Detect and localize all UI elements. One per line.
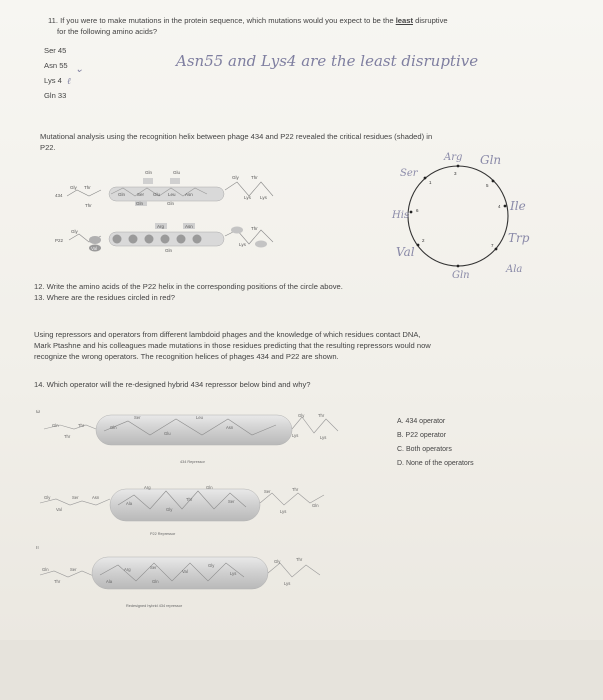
amino-item-asn55: Asn 55 <box>44 61 68 70</box>
row2-res-7: Lys <box>239 242 246 247</box>
row2-shade-circle-6 <box>161 235 170 244</box>
h3-res-10: Gly <box>208 563 215 568</box>
h2-res-9: Gln <box>206 485 213 490</box>
row1-res-6: Glu <box>153 192 161 197</box>
row2-shade-circle-9 <box>231 227 243 234</box>
repressor-helices-figure <box>30 405 370 625</box>
option-d[interactable]: D. None of the operators <box>397 460 474 467</box>
amino-item-gln33: Gln 33 <box>44 91 67 100</box>
h1-res-3: Thr <box>64 434 71 439</box>
h2-res-8: Thr <box>186 497 193 502</box>
h1-res-1: Gln <box>52 423 59 428</box>
question-12: 12. Write the amino acids of the P22 helix in the corresponding positions of the circle above. <box>34 282 343 291</box>
wheel-point-9 <box>457 265 460 268</box>
h2-res-12: Thr <box>292 487 299 492</box>
wheel-hand-ala: Ala <box>506 264 523 275</box>
row1-res-top-1: Gln <box>145 170 153 175</box>
h2-res-7: Gly <box>166 507 173 512</box>
row1-zigzag-right <box>225 182 273 196</box>
h2-res-6: Arg <box>144 485 151 490</box>
wheel-point-3 <box>457 165 460 168</box>
wheel-num-7: 7 <box>491 243 494 248</box>
question-14: 14. Which operator will the re-designed hybrid 434 repressor below bind and why? <box>34 380 311 389</box>
question-11-line2: for the following amino acids? <box>57 27 158 36</box>
h2-res-5: Ala <box>126 501 133 506</box>
h1-marker: ω <box>36 409 40 415</box>
h3-zigzag-right <box>268 563 320 577</box>
wheel-point-5 <box>492 180 495 183</box>
question-11-emphasis: least <box>395 16 413 25</box>
h1-zigzag-right <box>292 417 338 433</box>
wheel-hand-gln-top: Gln <box>480 153 502 167</box>
repressor-helices-drawing <box>30 405 370 625</box>
helix-comparison-figure <box>55 160 285 260</box>
row1-res-14: Lys <box>260 195 267 200</box>
h1-res-2: Thr <box>78 423 85 428</box>
row-label-p22: P22 <box>55 238 64 243</box>
h1-res-4: Gln <box>110 425 117 430</box>
h3-res-6: Arg <box>124 567 131 572</box>
row2-shade-circle-5 <box>145 235 154 244</box>
row2-shade-circle-10 <box>255 241 267 248</box>
h1-res-7: Leu <box>196 415 203 420</box>
row2-shade-circle-3 <box>113 235 122 244</box>
row2-res-3: Asn <box>185 224 193 229</box>
row1-res-4: Gln <box>118 192 126 197</box>
row1-res-5: Ser <box>137 192 145 197</box>
h2-res-4: Asn <box>92 495 100 500</box>
wheel-num-2: 1 <box>429 180 432 185</box>
wheel-point-1 <box>424 177 427 180</box>
question-11-text: 11. If you were to make mutations in the protein sequence, which mutations would you expect to be the <box>48 16 396 25</box>
h1-caption: 434 Repressor <box>180 460 205 464</box>
wheel-point-6 <box>410 211 413 214</box>
row2-shade-circle-2 <box>89 236 101 244</box>
row1-res-top-2: Glu <box>173 170 181 175</box>
h2-res-1: Gly <box>44 495 51 500</box>
row-label-434: 434 <box>55 193 63 198</box>
intro-line-1: Mutational analysis using the recognition helix between phage 434 and P22 revealed the critical residues (shaded) in <box>40 132 433 141</box>
h3-res-9: Val <box>182 569 188 574</box>
row1-res-2: Thr <box>84 185 91 190</box>
helix-comparison-drawing <box>55 160 285 260</box>
h1-res-11: Lys <box>292 433 299 438</box>
question-13: 13. Where are the residues circled in red? <box>34 293 175 302</box>
row1-res-1: Gly <box>70 185 77 190</box>
wheel-num-5: 4 <box>498 204 501 209</box>
handwritten-answer-11: Asn55 and Lys4 are the least disruptive <box>176 52 479 70</box>
h3-marker: ıı <box>36 545 39 551</box>
wheel-num-1: 3 <box>454 171 457 176</box>
row1-res-12: Thr <box>251 175 258 180</box>
wheel-hand-arg: Arg <box>444 152 463 163</box>
h3-caption: Redesigned hybrid 434 repressor <box>126 604 183 608</box>
row1-shade-1 <box>143 178 153 184</box>
row1-res-8: Asn <box>185 192 193 197</box>
handwritten-scribble-2: ℓ <box>67 77 71 87</box>
row2-shade-circle-8 <box>193 235 202 244</box>
wheel-hand-his: His <box>392 210 410 221</box>
h1-res-8: Asn <box>226 425 234 430</box>
h3-res-12: Gly <box>274 559 281 564</box>
wheel-hand-trp: Trp <box>508 231 530 245</box>
row1-zigzag-left <box>67 190 101 196</box>
paragraph-line-2: Mark Ptashne and his colleagues made mutations in those residues predicting that the resulting repressors would now <box>34 341 431 350</box>
intro-line-2: P22. <box>40 143 56 152</box>
h3-res-3: Ser <box>70 567 77 572</box>
row2-res-1: Gly <box>71 229 78 234</box>
row1-res-7: Leu <box>168 192 176 197</box>
row1-res-9: Gln <box>136 201 144 206</box>
h1-res-5: Ser <box>134 415 141 420</box>
paragraph-line-1: Using repressors and operators from different lambdoid phages and the knowledge of which residues contact DNA, <box>34 330 421 339</box>
row1-res-3: Thr <box>85 203 92 208</box>
wheel-num-3: 5 <box>486 183 489 188</box>
option-a[interactable]: A. 434 operator <box>397 418 446 425</box>
paragraph-line-3: recognize the wrong operators. The recognition helices of phages 434 and P22 are shown. <box>34 352 339 361</box>
h3-res-1: Gln <box>42 567 49 572</box>
wheel-hand-ile: Ile <box>510 199 526 213</box>
h3-res-11: Lys <box>230 571 237 576</box>
row1-res-11: Gly <box>232 175 239 180</box>
h1-res-6: Glu <box>164 431 171 436</box>
h2-res-13: Lys <box>280 509 287 514</box>
helical-wheel-figure <box>378 150 548 280</box>
page-footer-strip <box>0 640 603 700</box>
question-11-text-end: disruptive <box>413 16 448 25</box>
row1-res-10: Gln <box>167 201 175 206</box>
wheel-point-2 <box>417 244 420 247</box>
wheel-hand-gln-bottom: Gln <box>452 270 470 280</box>
h2-res-10: Ser <box>228 499 235 504</box>
h3-res-2: Thr <box>54 579 61 584</box>
row1-shade-2 <box>170 178 180 184</box>
h2-cylinder <box>110 489 260 521</box>
option-b[interactable]: B. P22 operator <box>397 432 447 439</box>
amino-item-lys4: Lys 4 <box>44 76 62 85</box>
wheel-num-6: 2 <box>422 238 425 243</box>
h3-res-14: Lys <box>284 581 291 586</box>
wheel-num-4: 6 <box>416 208 419 213</box>
amino-item-ser45: Ser 45 <box>44 46 67 55</box>
question-11 <box>48 16 448 26</box>
h3-res-7: Ser <box>150 565 157 570</box>
h3-res-5: Ala <box>106 579 113 584</box>
row2-shade-circle-7 <box>177 235 186 244</box>
h1-res-10: Thr <box>318 413 325 418</box>
helical-wheel-drawing <box>378 150 548 280</box>
row2-shade-circle-4 <box>129 235 138 244</box>
row2-res-6: Thr <box>251 226 258 231</box>
h3-res-13: Thr <box>296 557 303 562</box>
wheel-point-7 <box>495 248 498 251</box>
row2-res-4: Val <box>91 246 98 251</box>
h1-res-12: Lys <box>320 435 327 440</box>
h2-res-3: Ser <box>72 495 79 500</box>
wheel-hand-val: Val <box>396 245 415 259</box>
handwritten-scribble-1: ⌄ <box>75 64 84 75</box>
row1-res-13: Lys <box>244 195 251 200</box>
h2-res-2: Val <box>56 507 62 512</box>
h3-res-8: Gln <box>152 579 159 584</box>
h1-res-9: Gly <box>298 413 305 418</box>
row2-res-5: Gln <box>165 248 173 253</box>
option-c[interactable]: C. Both operators <box>397 446 452 453</box>
wheel-point-4 <box>504 205 507 208</box>
h2-res-14: Gln <box>312 503 319 508</box>
wheel-hand-ser: Ser <box>400 168 418 179</box>
h2-res-11: Ser <box>264 489 271 494</box>
row2-res-2: Arg <box>157 224 165 229</box>
h2-caption: P22 Repressor <box>150 532 176 536</box>
